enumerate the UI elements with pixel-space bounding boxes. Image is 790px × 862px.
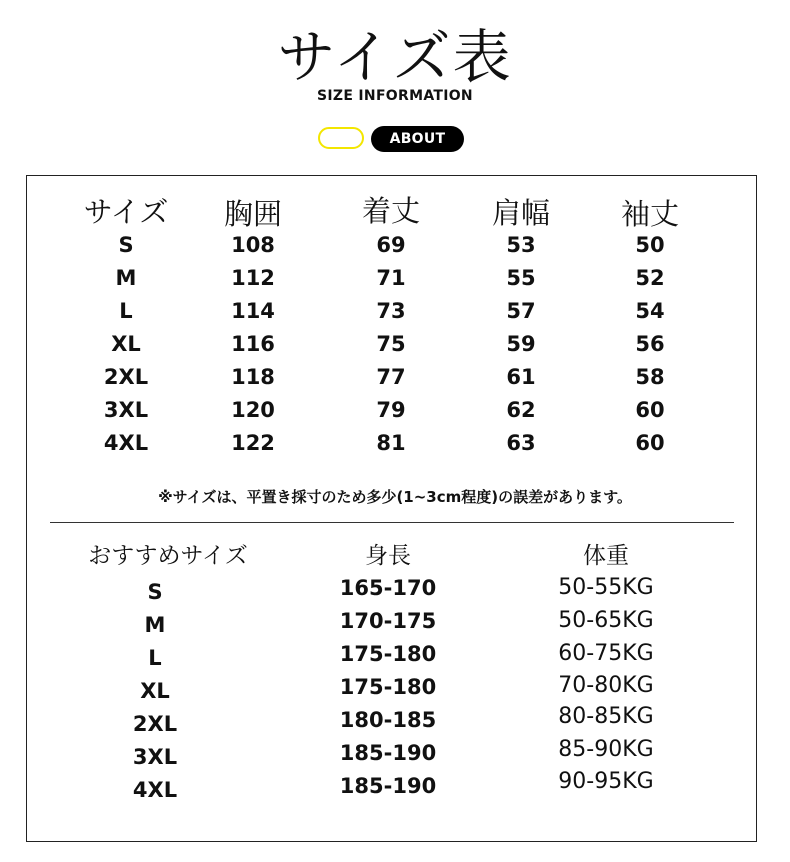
recommend-table-cell-weight: 50-55KG: [558, 575, 654, 600]
recommend-table-cell-weight: 60-75KG: [558, 641, 654, 666]
recommend-table-cell-weight: 85-90KG: [558, 737, 654, 762]
recommend-table-cell-height: 185-190: [339, 774, 437, 798]
size-table-cell-sleeve: 54: [635, 299, 665, 323]
size-table-cell-length: 79: [376, 398, 406, 422]
size-table-cell-sleeve: 60: [635, 431, 665, 455]
size-table-cell-size: 2XL: [103, 365, 149, 389]
size-table-header-chest: 胸囲: [223, 197, 283, 231]
size-table-cell-shoulder: 62: [506, 398, 536, 422]
yellow-pill-badge: [318, 127, 364, 149]
recommend-table-cell-weight: 70-80KG: [558, 673, 654, 698]
page-title: サイズ表: [277, 23, 513, 91]
size-table-cell-shoulder: 63: [506, 431, 536, 455]
size-table-cell-length: 77: [376, 365, 406, 389]
measurement-note: ※サイズは、平置き採寸のため多少(1~3cm程度)の誤差があります。: [158, 488, 632, 506]
recommend-table-cell-height: 185-190: [339, 741, 437, 765]
size-table-cell-size: XL: [111, 332, 141, 356]
size-table-cell-shoulder: 61: [506, 365, 536, 389]
size-table-cell-length: 75: [376, 332, 406, 356]
size-table-cell-chest: 120: [231, 398, 275, 422]
recommend-table-cell-height: 165-170: [339, 576, 437, 600]
size-table-cell-sleeve: 56: [635, 332, 665, 356]
size-table-cell-length: 71: [376, 266, 406, 290]
size-table-cell-sleeve: 52: [635, 266, 665, 290]
size-table-cell-chest: 114: [231, 299, 275, 323]
recommend-table-cell-size: M: [144, 613, 166, 637]
recommend-table-cell-weight: 80-85KG: [558, 704, 654, 729]
about-badge: ABOUT: [371, 126, 464, 152]
recommend-table-cell-height: 180-185: [339, 708, 437, 732]
size-table-cell-shoulder: 57: [506, 299, 536, 323]
recommend-table-header-size: おすすめサイズ: [88, 543, 248, 569]
size-table-cell-sleeve: 60: [635, 398, 665, 422]
size-table-cell-shoulder: 53: [506, 233, 536, 257]
recommend-table-cell-size: 3XL: [132, 745, 178, 769]
size-table-cell-sleeve: 58: [635, 365, 665, 389]
size-table-header-sleeve: 袖丈: [620, 197, 680, 231]
size-table-cell-size: M: [115, 266, 137, 290]
size-table-header-shoulder: 肩幅: [491, 196, 551, 230]
size-table-header-length: 着丈: [361, 194, 421, 228]
recommend-table-cell-size: XL: [140, 679, 170, 703]
size-table-cell-shoulder: 55: [506, 266, 536, 290]
size-table-cell-size: L: [119, 299, 133, 323]
recommend-table-header-weight: 体重: [583, 543, 629, 569]
size-table-header-size: サイズ: [83, 195, 169, 229]
size-table-cell-chest: 116: [231, 332, 275, 356]
size-table-cell-size: 4XL: [103, 431, 149, 455]
size-table-cell-chest: 112: [231, 266, 275, 290]
recommend-table-cell-size: 2XL: [132, 712, 178, 736]
recommend-table-header-height: 身長: [365, 543, 411, 569]
recommend-table-cell-weight: 90-95KG: [558, 769, 654, 794]
size-table-cell-shoulder: 59: [506, 332, 536, 356]
recommend-table-cell-height: 175-180: [339, 675, 437, 699]
recommend-table-cell-height: 170-175: [339, 609, 437, 633]
size-table-cell-length: 69: [376, 233, 406, 257]
section-divider: [50, 522, 734, 523]
size-table-cell-length: 81: [376, 431, 406, 455]
size-table-cell-chest: 118: [231, 365, 275, 389]
size-table-cell-length: 73: [376, 299, 406, 323]
size-table-cell-sleeve: 50: [635, 233, 665, 257]
size-table-cell-size: 3XL: [103, 398, 149, 422]
recommend-table-cell-size: L: [148, 646, 162, 670]
recommend-table-cell-height: 175-180: [339, 642, 437, 666]
size-table-cell-chest: 108: [231, 233, 275, 257]
page-subtitle: SIZE INFORMATION: [317, 88, 473, 104]
size-table-cell-size: S: [118, 233, 134, 257]
recommend-table-cell-weight: 50-65KG: [558, 608, 654, 633]
recommend-table-cell-size: 4XL: [132, 778, 178, 802]
size-table-cell-chest: 122: [231, 431, 275, 455]
recommend-table-cell-size: S: [147, 580, 163, 604]
